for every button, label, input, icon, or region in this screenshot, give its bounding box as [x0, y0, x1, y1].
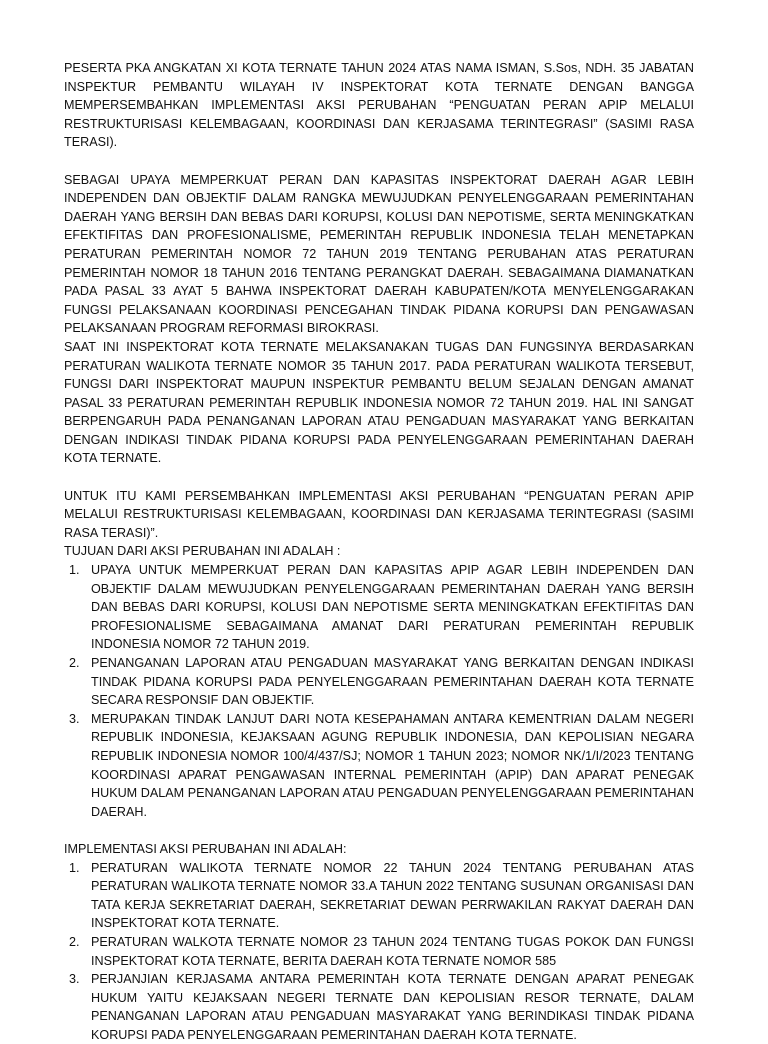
paragraph-gap — [64, 152, 694, 171]
implementation-list — [64, 859, 694, 1044]
document-page — [64, 59, 694, 1044]
implementation-item — [64, 933, 694, 970]
goal-number: 2. — [69, 656, 80, 670]
goal-number: 3. — [69, 711, 80, 726]
goal-text: MERUPAKAN TINDAK LANJUT DARI NOTA KESEPAHAMAN ANTARA KEMENTRIAN DALAM NEGERI REPUBLIK INDONESIA, KEJAKSAAN AGUNG REPUBLIK INDONESIA, DAN KEPOLISIAN NEGARA REPUBLIK INDONESIA NOMOR 100/4/437/SJ; NOMOR 1 TAHUN 2023; NOMOR NK/1/I/2023 TENTANG KOORDINASI APARAT PENGAWASAN INTERNAL PEMERINTAH (APIP) DAN APARAT PENEGAK HUKUM DALAM PENANGANAN LAPORAN ATAU PENGADUAN PENYELENGGARAAN PEMERINTAHAN DAERAH. — [91, 711, 694, 819]
goal-text: UPAYA UNTUK MEMPERKUAT PERAN DAN KAPASITAS APIP AGAR LEBIH INDEPENDEN DAN OBJEKTIF DALAM MEWUJUDKAN PENYELENGGARAAN PEMERINTAHAN DAERAH YANG BERSIH DAN BEBAS DARI KORUPSI, KOLUSI DAN NEPOTISME SERTA MENINGKATKAN EFEKTIFITAS DAN PROFESIONALISME SEBAGAIMANA AMANAT DARI PERATURAN PEMERINTAH REPUBLIK INDONESIA NOMOR 72 TAHUN 2019. — [91, 563, 694, 652]
intro-paragraph: PESERTA PKA ANGKATAN XI KOTA TERNATE TAHUN 2024 ATAS NAMA ISMAN, S.Sos, NDH. 35 JABATAN INSPEKTUR PEMBANTU WILAYAH IV INSPEKTORAT KOTA TERNATE DENGAN BANGGA MEMPERSEMBAHKAN IMPLEMENTASI AKSI PERUBAHAN “PENGUATAN PERAN APIP MELALUI RESTRUKTURISASI KELEMBAGAAN, KOORDINASI DAN KERJASAMA TERINTEGRASI” (SASIMI RASA TERASI). — [64, 61, 694, 150]
background-paragraph-1: SEBAGAI UPAYA MEMPERKUAT PERAN DAN KAPASITAS INSPEKTORAT DAERAH AGAR LEBIH INDEPENDEN DAN OBJEKTIF DALAM RANGKA MEWUJUDKAN PENYELENGGARAAN PEMERINTAHAN DAERAH YANG BERSIH DAN BEBAS DARI KORUPSI, KOLUSI DAN NEPOTISME, SERTA MENINGKATKAN EFEKTIFITAS DAN PROFESIONALISME, PEMERINTAH REPUBLIK INDONESIA TELAH MENETAPKAN PERATURAN PEMERINTAH NOMOR 72 TAHUN 2019 TENTANG PERUBAHAN ATAS PERATURAN PEMERINTAH NOMOR 18 TAHUN 2016 TENTANG PERANGKAT DAERAH. SEBAGAIMANA DIAMANATKAN PADA PASAL 33 AYAT 5 BAHWA INSPEKTORAT DAERAH KABUPATEN/KOTA MENYELENGGARAKAN FUNGSI PELAKSANAAN KOORDINASI PENCEGAHAN TINDAK PIDANA KORUPSI DAN PENGAWASAN PELAKSANAAN PROGRAM REFORMASI BIROKRASI. — [64, 172, 694, 336]
implementation-text: PERJANJIAN KERJASAMA ANTARA PEMERINTAH KOTA TERNATE DENGAN APARAT PENEGAK HUKUM YAITU KEJAKSAAN NEGERI TERNATE DAN KEPOLISIAN RESOR TERNATE, DALAM PENANGANAN LAPORAN ATAU PENGADUAN MASYARAKAT YANG BERINDIKASI TINDAK PIDANA KORUPSI PADA PENYELENGGARAAN PEMERINTAHAN DAERAH KOTA TERNATE. — [91, 972, 694, 1042]
implementation-number: 3. — [69, 972, 80, 987]
paragraph-gap — [64, 821, 694, 840]
implementation-text: PERATURAN WALIKOTA TERNATE NOMOR 22 TAHUN 2024 TENTANG PERUBAHAN ATAS PERATURAN WALIKOTA TERNATE NOMOR 33.A TAHUN 2022 TENTANG SUSUNAN ORGANISASI DAN TATA KERJA SEKRETARIAT DAERAH, SEKRETARIAT DEWAN PERRWAKILAN RAKYAT DAERAH DAN INSPEKTORAT KOTA TERNATE. — [91, 860, 694, 931]
paragraph-gap — [64, 468, 694, 487]
implementation-heading: IMPLEMENTASI AKSI PERUBAHAN INI ADALAH: — [64, 841, 347, 856]
implementation-number: 2. — [69, 934, 80, 949]
implementation-number: 1. — [69, 860, 80, 875]
presentation-paragraph: UNTUK ITU KAMI PERSEMBAHKAN IMPLEMENTASI AKSI PERUBAHAN “PENGUATAN PERAN APIP MELALUI RESTRUKTURISASI KELEMBAGAAN, KOORDINASI DAN KERJASAMA TERINTEGRASI (SASIMI RASA TERASI)”. — [64, 488, 694, 540]
goal-text: PENANGANAN LAPORAN ATAU PENGADUAN MASYARAKAT YANG BERKAITAN DENGAN INDIKASI TINDAK PIDANA KORUPSI PADA PENYELENGGARAAN PEMERINTAHAN DAERAH KOTA TERNATE SECARA RESPONSIF DAN OBJEKTIF. — [91, 656, 694, 708]
goals-heading: TUJUAN DARI AKSI PERUBAHAN INI ADALAH : — [64, 544, 341, 559]
goal-item — [64, 561, 694, 654]
goals-list — [64, 561, 694, 821]
background-paragraph-2: SAAT INI INSPEKTORAT KOTA TERNATE MELAKSANAKAN TUGAS DAN FUNGSINYA BERDASARKAN PERATURAN WALIKOTA TERNATE NOMOR 35 TAHUN 2017. PADA PERATURAN WALIKOTA TERSEBUT, FUNGSI DARI INSPEKTORAT MAUPUN INSPEKTUR PEMBANTU BELUM SEJALAN DENGAN AMANAT PASAL 33 PERATURAN PEMERINTAH REPUBLIK INDONESIA NOMOR 72 TAHUN 2019. HAL INI SANGAT BERPENGARUH PADA PENANGANAN LAPORAN ATAU PENGADUAN MASYARAKAT YANG BERKAITAN DENGAN INDIKASI TINDAK PIDANA KORUPSI PADA PENYELENGGARAAN PEMERINTAHAN DAERAH KOTA TERNATE. — [64, 339, 694, 466]
implementation-text: PERATURAN WALKOTA TERNATE NOMOR 23 TAHUN 2024 TENTANG TUGAS POKOK DAN FUNGSI INSPEKTORAT KOTA TERNATE, BERITA DAERAH KOTA TERNATE NOMOR 585 — [91, 934, 694, 968]
implementation-item — [64, 970, 694, 1044]
goal-item — [64, 710, 694, 822]
goal-item — [64, 654, 694, 710]
implementation-item — [64, 859, 694, 933]
goal-number: 1. — [69, 563, 80, 578]
